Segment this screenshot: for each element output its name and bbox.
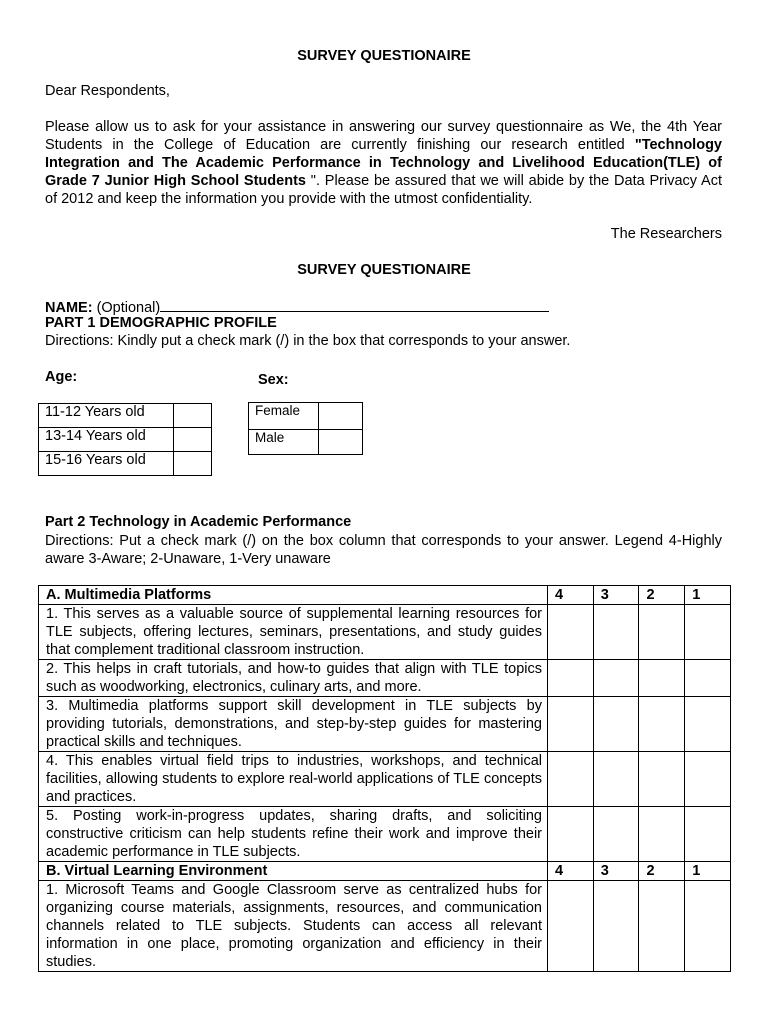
letter-greeting: Dear Respondents, <box>45 83 170 99</box>
rating-cell-2[interactable] <box>639 807 685 862</box>
rating-cell-2[interactable] <box>639 697 685 752</box>
rating-cell-1[interactable] <box>685 807 731 862</box>
sex-option-label: Female <box>249 403 319 430</box>
question-text: 3. Multimedia platforms support skill development in TLE subjects by providing tutorials, demonstrations, and step-by-step guides for mastering practical skills and techniques. <box>39 697 548 752</box>
scale-header-1: 1 <box>685 586 731 605</box>
letter-body-closing: ". Please be assured that we will abide by the Data Privacy Act of 2012 and keep the information you provide with the utmost confidentiality. <box>45 173 722 207</box>
question-row <box>39 605 731 660</box>
part2-directions: Directions: Put a check mark (/) on the box column that corresponds to your answer. Legend 4-Highly aware 3-Aware; 2-Unaware, 1-Very unaware <box>45 533 722 567</box>
name-label: NAME: <box>45 300 93 316</box>
scale-header-3: 3 <box>593 586 639 605</box>
age-label: Age: <box>45 369 78 385</box>
age-option-row <box>39 452 212 476</box>
age-option-label: 11-12 Years old <box>39 404 174 428</box>
letter-body <box>45 118 722 208</box>
section-a-title: A. Multimedia Platforms <box>39 586 548 605</box>
sex-option-row <box>249 430 363 455</box>
rating-cell-3[interactable] <box>593 752 639 807</box>
scale-header-1: 1 <box>685 862 731 881</box>
age-option-label: 13-14 Years old <box>39 428 174 452</box>
name-hint: (Optional) <box>96 300 161 316</box>
rating-cell-1[interactable] <box>685 881 731 972</box>
sex-option-checkbox[interactable] <box>319 430 363 455</box>
research-title: "Technology Integration and The Academic Performance in Technology and Livelihood Education(TLE) of Grade 7 Junior High School Students <box>45 137 722 189</box>
question-text: 4. This enables virtual field trips to industries, workshops, and technical facilities, allowing students to explore real-world applications of TLE concepts and practices. <box>39 752 548 807</box>
rating-cell-3[interactable] <box>593 660 639 697</box>
rating-cell-1[interactable] <box>685 605 731 660</box>
rating-cell-4[interactable] <box>548 752 594 807</box>
rating-cell-4[interactable] <box>548 881 594 972</box>
rating-cell-4[interactable] <box>548 697 594 752</box>
letter-body-intro: Please allow us to ask for your assistance in answering our survey questionnaire as We, the 4th Year Students in the College of Education are currently finishing our research entitled <box>45 119 722 153</box>
rating-cell-3[interactable] <box>593 881 639 972</box>
section-b-title: B. Virtual Learning Environment <box>39 862 548 881</box>
document-title: SURVEY QUESTIONAIRE <box>297 48 471 64</box>
rating-cell-2[interactable] <box>639 881 685 972</box>
rating-cell-4[interactable] <box>548 660 594 697</box>
part1-title: PART 1 DEMOGRAPHIC PROFILE <box>45 315 277 331</box>
rating-cell-1[interactable] <box>685 660 731 697</box>
age-option-label: 15-16 Years old <box>39 452 174 476</box>
rating-cell-3[interactable] <box>593 697 639 752</box>
scale-header-3: 3 <box>593 862 639 881</box>
scale-header-2: 2 <box>639 586 685 605</box>
letter-signature: The Researchers <box>610 226 722 242</box>
rating-cell-2[interactable] <box>639 752 685 807</box>
rating-cell-1[interactable] <box>685 697 731 752</box>
question-row <box>39 752 731 807</box>
scale-header-2: 2 <box>639 862 685 881</box>
age-option-row <box>39 404 212 428</box>
section-title: SURVEY QUESTIONAIRE <box>297 262 471 278</box>
question-text: 1. This serves as a valuable source of supplemental learning resources for TLE subjects, offering lectures, seminars, presentations, and study guides that complement traditional classroom instruction. <box>39 605 548 660</box>
part1-directions: Directions: Kindly put a check mark (/) in the box that corresponds to your answer. <box>45 333 571 349</box>
rating-cell-1[interactable] <box>685 752 731 807</box>
part2-title: Part 2 Technology in Academic Performance <box>45 514 352 530</box>
scale-header-4: 4 <box>548 586 594 605</box>
sex-option-checkbox[interactable] <box>319 403 363 430</box>
question-row <box>39 660 731 697</box>
survey-table <box>38 585 731 972</box>
sex-options-table <box>248 402 363 455</box>
age-options-table <box>38 403 212 476</box>
question-text: 1. Microsoft Teams and Google Classroom serve as centralized hubs for organizing course materials, assignments, resources, and communication channels related to TLE subjects. Students can access all relevant information in one place, promoting organization and efficiency in their studies. <box>39 881 548 972</box>
rating-cell-3[interactable] <box>593 605 639 660</box>
sex-option-row <box>249 403 363 430</box>
rating-cell-3[interactable] <box>593 807 639 862</box>
name-field <box>45 297 549 316</box>
question-text: 2. This helps in craft tutorials, and how-to guides that align with TLE topics such as woodworking, electronics, culinary arts, and more. <box>39 660 548 697</box>
rating-cell-4[interactable] <box>548 807 594 862</box>
section-header-row <box>39 862 731 881</box>
age-option-checkbox[interactable] <box>174 428 212 452</box>
sex-option-label: Male <box>249 430 319 455</box>
question-text: 5. Posting work-in-progress updates, sharing drafts, and soliciting constructive criticism can help students refine their work and improve their academic performance in TLE subjects. <box>39 807 548 862</box>
question-row <box>39 807 731 862</box>
age-option-checkbox[interactable] <box>174 452 212 476</box>
question-row <box>39 697 731 752</box>
age-option-checkbox[interactable] <box>174 404 212 428</box>
question-row <box>39 881 731 972</box>
rating-cell-2[interactable] <box>639 605 685 660</box>
rating-cell-4[interactable] <box>548 605 594 660</box>
name-blank-line[interactable] <box>160 297 549 312</box>
section-header-row <box>39 586 731 605</box>
sex-label: Sex: <box>258 372 289 388</box>
rating-cell-2[interactable] <box>639 660 685 697</box>
scale-header-4: 4 <box>548 862 594 881</box>
age-option-row <box>39 428 212 452</box>
